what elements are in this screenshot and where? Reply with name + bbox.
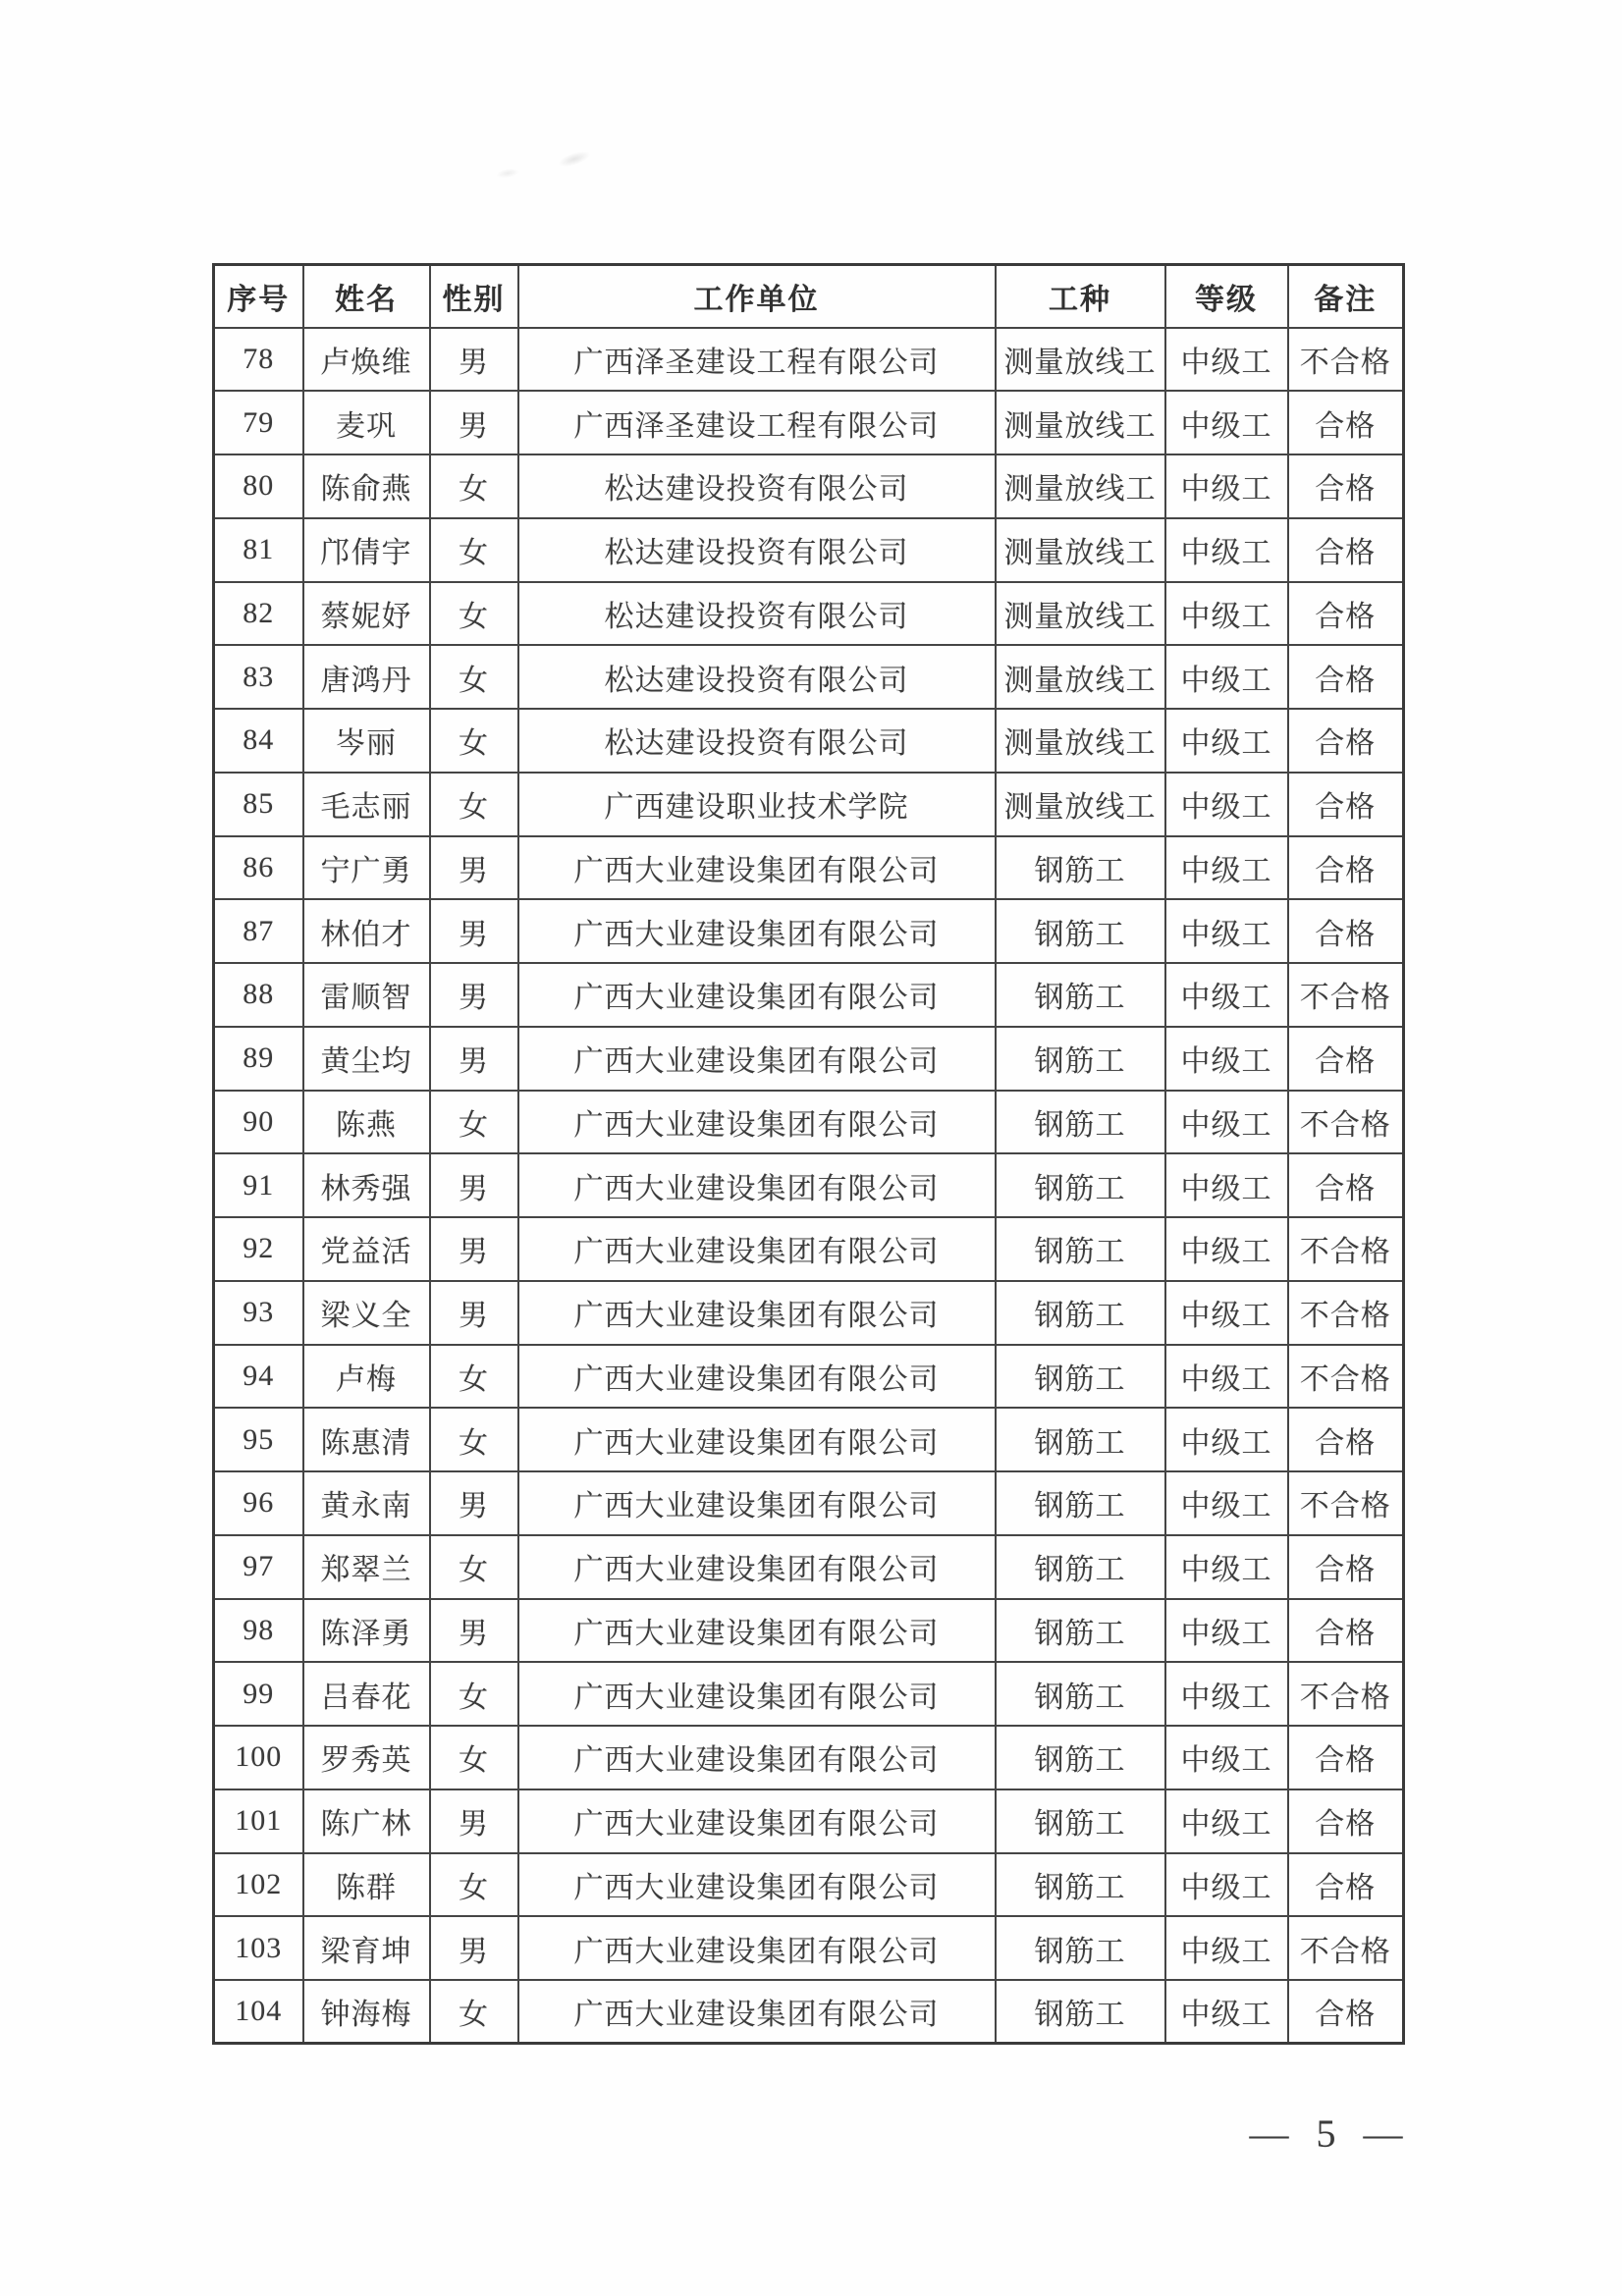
cell-name: 陈俞燕 bbox=[303, 454, 430, 518]
table-row bbox=[214, 1853, 1404, 1917]
cell-name: 蔡妮妤 bbox=[303, 582, 430, 646]
cell-gender: 女 bbox=[430, 1535, 518, 1599]
cell-unit: 广西泽圣建设工程有限公司 bbox=[518, 328, 996, 392]
cell-remark: 合格 bbox=[1288, 1599, 1404, 1663]
table-row bbox=[214, 1535, 1404, 1599]
cell-no: 98 bbox=[214, 1599, 303, 1663]
cell-grade: 中级工 bbox=[1165, 1408, 1288, 1471]
cell-unit: 广西大业建设集团有限公司 bbox=[518, 1599, 996, 1663]
cell-name: 卢焕维 bbox=[303, 328, 430, 392]
cell-grade: 中级工 bbox=[1165, 963, 1288, 1027]
roster-table bbox=[212, 263, 1405, 2045]
cell-name: 陈惠清 bbox=[303, 1408, 430, 1471]
cell-gender: 女 bbox=[430, 773, 518, 836]
cell-grade: 中级工 bbox=[1165, 1726, 1288, 1789]
table-row bbox=[214, 1662, 1404, 1726]
cell-unit: 广西大业建设集团有限公司 bbox=[518, 899, 996, 963]
cell-name: 岑丽 bbox=[303, 709, 430, 773]
cell-name: 雷顺智 bbox=[303, 963, 430, 1027]
cell-grade: 中级工 bbox=[1165, 1345, 1288, 1409]
cell-remark: 不合格 bbox=[1288, 1471, 1404, 1535]
cell-grade: 中级工 bbox=[1165, 454, 1288, 518]
cell-gender: 男 bbox=[430, 1281, 518, 1345]
cell-remark: 合格 bbox=[1288, 1027, 1404, 1091]
cell-remark: 合格 bbox=[1288, 836, 1404, 900]
cell-remark: 合格 bbox=[1288, 1153, 1404, 1217]
cell-no: 91 bbox=[214, 1153, 303, 1217]
cell-unit: 广西大业建设集团有限公司 bbox=[518, 1281, 996, 1345]
column-header-name: 姓名 bbox=[303, 265, 430, 328]
cell-no: 81 bbox=[214, 518, 303, 582]
cell-remark: 合格 bbox=[1288, 645, 1404, 709]
cell-name: 宁广勇 bbox=[303, 836, 430, 900]
cell-name: 麦巩 bbox=[303, 391, 430, 454]
cell-unit: 广西大业建设集团有限公司 bbox=[518, 1153, 996, 1217]
cell-grade: 中级工 bbox=[1165, 1091, 1288, 1154]
cell-remark: 合格 bbox=[1288, 1853, 1404, 1917]
cell-name: 梁育坤 bbox=[303, 1916, 430, 1980]
table-row bbox=[214, 1345, 1404, 1409]
cell-name: 陈燕 bbox=[303, 1091, 430, 1154]
cell-remark: 合格 bbox=[1288, 709, 1404, 773]
cell-gender: 男 bbox=[430, 1916, 518, 1980]
cell-grade: 中级工 bbox=[1165, 1599, 1288, 1663]
cell-no: 85 bbox=[214, 773, 303, 836]
header-row bbox=[214, 265, 1404, 328]
cell-grade: 中级工 bbox=[1165, 1153, 1288, 1217]
cell-gender: 男 bbox=[430, 1471, 518, 1535]
cell-remark: 不合格 bbox=[1288, 1091, 1404, 1154]
table-row bbox=[214, 454, 1404, 518]
cell-trade: 测量放线工 bbox=[996, 582, 1165, 646]
cell-grade: 中级工 bbox=[1165, 645, 1288, 709]
cell-trade: 测量放线工 bbox=[996, 454, 1165, 518]
cell-grade: 中级工 bbox=[1165, 1853, 1288, 1917]
cell-grade: 中级工 bbox=[1165, 1217, 1288, 1281]
cell-grade: 中级工 bbox=[1165, 1916, 1288, 1980]
table-row bbox=[214, 1980, 1404, 2044]
cell-gender: 男 bbox=[430, 1789, 518, 1853]
table-row bbox=[214, 645, 1404, 709]
cell-grade: 中级工 bbox=[1165, 582, 1288, 646]
cell-trade: 钢筋工 bbox=[996, 899, 1165, 963]
cell-unit: 广西大业建设集团有限公司 bbox=[518, 1535, 996, 1599]
cell-no: 99 bbox=[214, 1662, 303, 1726]
table-body bbox=[214, 328, 1404, 2044]
cell-gender: 男 bbox=[430, 1153, 518, 1217]
table-row bbox=[214, 709, 1404, 773]
cell-remark: 不合格 bbox=[1288, 1217, 1404, 1281]
cell-gender: 女 bbox=[430, 1408, 518, 1471]
scan-smudge bbox=[557, 148, 592, 170]
cell-no: 84 bbox=[214, 709, 303, 773]
cell-grade: 中级工 bbox=[1165, 1789, 1288, 1853]
table-row bbox=[214, 328, 1404, 392]
cell-trade: 测量放线工 bbox=[996, 645, 1165, 709]
cell-gender: 女 bbox=[430, 1980, 518, 2044]
table-row bbox=[214, 899, 1404, 963]
cell-no: 82 bbox=[214, 582, 303, 646]
cell-gender: 女 bbox=[430, 709, 518, 773]
cell-remark: 合格 bbox=[1288, 391, 1404, 454]
cell-trade: 钢筋工 bbox=[996, 1916, 1165, 1980]
cell-gender: 男 bbox=[430, 1599, 518, 1663]
cell-unit: 广西大业建设集团有限公司 bbox=[518, 836, 996, 900]
cell-name: 党益活 bbox=[303, 1217, 430, 1281]
cell-name: 郑翠兰 bbox=[303, 1535, 430, 1599]
cell-trade: 钢筋工 bbox=[996, 1853, 1165, 1917]
cell-gender: 男 bbox=[430, 963, 518, 1027]
cell-unit: 广西大业建设集团有限公司 bbox=[518, 1726, 996, 1789]
cell-gender: 男 bbox=[430, 1027, 518, 1091]
cell-name: 黄永南 bbox=[303, 1471, 430, 1535]
cell-gender: 女 bbox=[430, 1091, 518, 1154]
cell-grade: 中级工 bbox=[1165, 836, 1288, 900]
table-row bbox=[214, 1217, 1404, 1281]
cell-gender: 女 bbox=[430, 1853, 518, 1917]
cell-unit: 广西大业建设集团有限公司 bbox=[518, 1980, 996, 2044]
cell-unit: 广西大业建设集团有限公司 bbox=[518, 1916, 996, 1980]
cell-gender: 女 bbox=[430, 454, 518, 518]
cell-gender: 男 bbox=[430, 836, 518, 900]
cell-no: 93 bbox=[214, 1281, 303, 1345]
cell-grade: 中级工 bbox=[1165, 1662, 1288, 1726]
table-row bbox=[214, 391, 1404, 454]
cell-gender: 男 bbox=[430, 1217, 518, 1281]
cell-no: 100 bbox=[214, 1726, 303, 1789]
table-row bbox=[214, 1789, 1404, 1853]
table-row bbox=[214, 1916, 1404, 1980]
cell-no: 96 bbox=[214, 1471, 303, 1535]
table-row bbox=[214, 1027, 1404, 1091]
cell-remark: 不合格 bbox=[1288, 328, 1404, 392]
cell-remark: 合格 bbox=[1288, 1408, 1404, 1471]
cell-name: 林伯才 bbox=[303, 899, 430, 963]
cell-no: 94 bbox=[214, 1345, 303, 1409]
cell-name: 陈广林 bbox=[303, 1789, 430, 1853]
cell-unit: 广西大业建设集团有限公司 bbox=[518, 1662, 996, 1726]
cell-no: 89 bbox=[214, 1027, 303, 1091]
cell-no: 101 bbox=[214, 1789, 303, 1853]
cell-remark: 合格 bbox=[1288, 582, 1404, 646]
cell-remark: 不合格 bbox=[1288, 1662, 1404, 1726]
cell-trade: 钢筋工 bbox=[996, 836, 1165, 900]
cell-unit: 广西大业建设集团有限公司 bbox=[518, 1471, 996, 1535]
table-row bbox=[214, 1599, 1404, 1663]
table-row bbox=[214, 1726, 1404, 1789]
cell-grade: 中级工 bbox=[1165, 1027, 1288, 1091]
cell-no: 78 bbox=[214, 328, 303, 392]
cell-trade: 测量放线工 bbox=[996, 328, 1165, 392]
cell-unit: 松达建设投资有限公司 bbox=[518, 645, 996, 709]
cell-no: 92 bbox=[214, 1217, 303, 1281]
page-number: — 5 — bbox=[1249, 2111, 1412, 2156]
cell-unit: 广西建设职业技术学院 bbox=[518, 773, 996, 836]
cell-unit: 广西大业建设集团有限公司 bbox=[518, 1345, 996, 1409]
cell-trade: 钢筋工 bbox=[996, 1345, 1165, 1409]
cell-gender: 男 bbox=[430, 899, 518, 963]
cell-trade: 钢筋工 bbox=[996, 1217, 1165, 1281]
cell-name: 林秀强 bbox=[303, 1153, 430, 1217]
cell-trade: 钢筋工 bbox=[996, 1535, 1165, 1599]
column-header-gender: 性别 bbox=[430, 265, 518, 328]
cell-no: 102 bbox=[214, 1853, 303, 1917]
cell-name: 邝倩宇 bbox=[303, 518, 430, 582]
cell-remark: 合格 bbox=[1288, 899, 1404, 963]
cell-name: 黄尘均 bbox=[303, 1027, 430, 1091]
cell-trade: 钢筋工 bbox=[996, 1980, 1165, 2044]
cell-trade: 钢筋工 bbox=[996, 1471, 1165, 1535]
cell-name: 陈群 bbox=[303, 1853, 430, 1917]
cell-remark: 不合格 bbox=[1288, 1916, 1404, 1980]
cell-trade: 钢筋工 bbox=[996, 1153, 1165, 1217]
column-header-no: 序号 bbox=[214, 265, 303, 328]
table-row bbox=[214, 773, 1404, 836]
cell-trade: 钢筋工 bbox=[996, 1091, 1165, 1154]
cell-grade: 中级工 bbox=[1165, 1980, 1288, 2044]
cell-unit: 松达建设投资有限公司 bbox=[518, 518, 996, 582]
column-header-grade: 等级 bbox=[1165, 265, 1288, 328]
cell-trade: 测量放线工 bbox=[996, 518, 1165, 582]
cell-gender: 女 bbox=[430, 1726, 518, 1789]
cell-no: 95 bbox=[214, 1408, 303, 1471]
table-row bbox=[214, 1408, 1404, 1471]
cell-grade: 中级工 bbox=[1165, 899, 1288, 963]
cell-name: 陈泽勇 bbox=[303, 1599, 430, 1663]
table-row bbox=[214, 836, 1404, 900]
table-row bbox=[214, 582, 1404, 646]
table-row bbox=[214, 1153, 1404, 1217]
cell-unit: 广西大业建设集团有限公司 bbox=[518, 963, 996, 1027]
cell-gender: 女 bbox=[430, 1345, 518, 1409]
cell-gender: 女 bbox=[430, 518, 518, 582]
cell-unit: 松达建设投资有限公司 bbox=[518, 709, 996, 773]
cell-name: 梁义全 bbox=[303, 1281, 430, 1345]
cell-trade: 钢筋工 bbox=[996, 1789, 1165, 1853]
cell-gender: 男 bbox=[430, 328, 518, 392]
cell-no: 87 bbox=[214, 899, 303, 963]
cell-gender: 女 bbox=[430, 1662, 518, 1726]
cell-remark: 不合格 bbox=[1288, 1345, 1404, 1409]
cell-gender: 男 bbox=[430, 391, 518, 454]
cell-grade: 中级工 bbox=[1165, 1535, 1288, 1599]
cell-trade: 钢筋工 bbox=[996, 1599, 1165, 1663]
cell-grade: 中级工 bbox=[1165, 1471, 1288, 1535]
cell-name: 唐鸿丹 bbox=[303, 645, 430, 709]
scan-smudge bbox=[495, 167, 519, 180]
cell-remark: 合格 bbox=[1288, 773, 1404, 836]
cell-unit: 广西大业建设集团有限公司 bbox=[518, 1853, 996, 1917]
cell-gender: 女 bbox=[430, 582, 518, 646]
cell-name: 罗秀英 bbox=[303, 1726, 430, 1789]
cell-name: 卢梅 bbox=[303, 1345, 430, 1409]
cell-unit: 广西大业建设集团有限公司 bbox=[518, 1217, 996, 1281]
table-row bbox=[214, 518, 1404, 582]
cell-unit: 广西大业建设集团有限公司 bbox=[518, 1789, 996, 1853]
cell-trade: 测量放线工 bbox=[996, 709, 1165, 773]
cell-no: 104 bbox=[214, 1980, 303, 2044]
cell-no: 88 bbox=[214, 963, 303, 1027]
cell-remark: 合格 bbox=[1288, 1726, 1404, 1789]
cell-trade: 测量放线工 bbox=[996, 391, 1165, 454]
cell-no: 80 bbox=[214, 454, 303, 518]
cell-trade: 钢筋工 bbox=[996, 1027, 1165, 1091]
table-row bbox=[214, 1281, 1404, 1345]
cell-no: 103 bbox=[214, 1916, 303, 1980]
cell-no: 97 bbox=[214, 1535, 303, 1599]
cell-remark: 合格 bbox=[1288, 1535, 1404, 1599]
cell-remark: 合格 bbox=[1288, 518, 1404, 582]
table-row bbox=[214, 963, 1404, 1027]
cell-unit: 广西大业建设集团有限公司 bbox=[518, 1408, 996, 1471]
cell-gender: 女 bbox=[430, 645, 518, 709]
table-row bbox=[214, 1091, 1404, 1154]
cell-grade: 中级工 bbox=[1165, 518, 1288, 582]
cell-no: 79 bbox=[214, 391, 303, 454]
column-header-unit: 工作单位 bbox=[518, 265, 996, 328]
cell-trade: 钢筋工 bbox=[996, 1408, 1165, 1471]
cell-remark: 不合格 bbox=[1288, 963, 1404, 1027]
cell-trade: 钢筋工 bbox=[996, 1662, 1165, 1726]
cell-name: 吕春花 bbox=[303, 1662, 430, 1726]
cell-grade: 中级工 bbox=[1165, 773, 1288, 836]
cell-grade: 中级工 bbox=[1165, 709, 1288, 773]
cell-grade: 中级工 bbox=[1165, 391, 1288, 454]
cell-no: 83 bbox=[214, 645, 303, 709]
cell-remark: 不合格 bbox=[1288, 1281, 1404, 1345]
cell-unit: 松达建设投资有限公司 bbox=[518, 454, 996, 518]
cell-unit: 广西泽圣建设工程有限公司 bbox=[518, 391, 996, 454]
cell-trade: 钢筋工 bbox=[996, 963, 1165, 1027]
column-header-trade: 工种 bbox=[996, 265, 1165, 328]
cell-no: 86 bbox=[214, 836, 303, 900]
cell-name: 钟海梅 bbox=[303, 1980, 430, 2044]
cell-trade: 钢筋工 bbox=[996, 1726, 1165, 1789]
cell-grade: 中级工 bbox=[1165, 1281, 1288, 1345]
cell-unit: 广西大业建设集团有限公司 bbox=[518, 1091, 996, 1154]
cell-name: 毛志丽 bbox=[303, 773, 430, 836]
cell-grade: 中级工 bbox=[1165, 328, 1288, 392]
cell-no: 90 bbox=[214, 1091, 303, 1154]
cell-trade: 钢筋工 bbox=[996, 1281, 1165, 1345]
cell-trade: 测量放线工 bbox=[996, 773, 1165, 836]
cell-remark: 合格 bbox=[1288, 1980, 1404, 2044]
cell-remark: 合格 bbox=[1288, 454, 1404, 518]
cell-unit: 广西大业建设集团有限公司 bbox=[518, 1027, 996, 1091]
cell-remark: 合格 bbox=[1288, 1789, 1404, 1853]
column-header-remark: 备注 bbox=[1288, 265, 1404, 328]
cell-unit: 松达建设投资有限公司 bbox=[518, 582, 996, 646]
table-row bbox=[214, 1471, 1404, 1535]
